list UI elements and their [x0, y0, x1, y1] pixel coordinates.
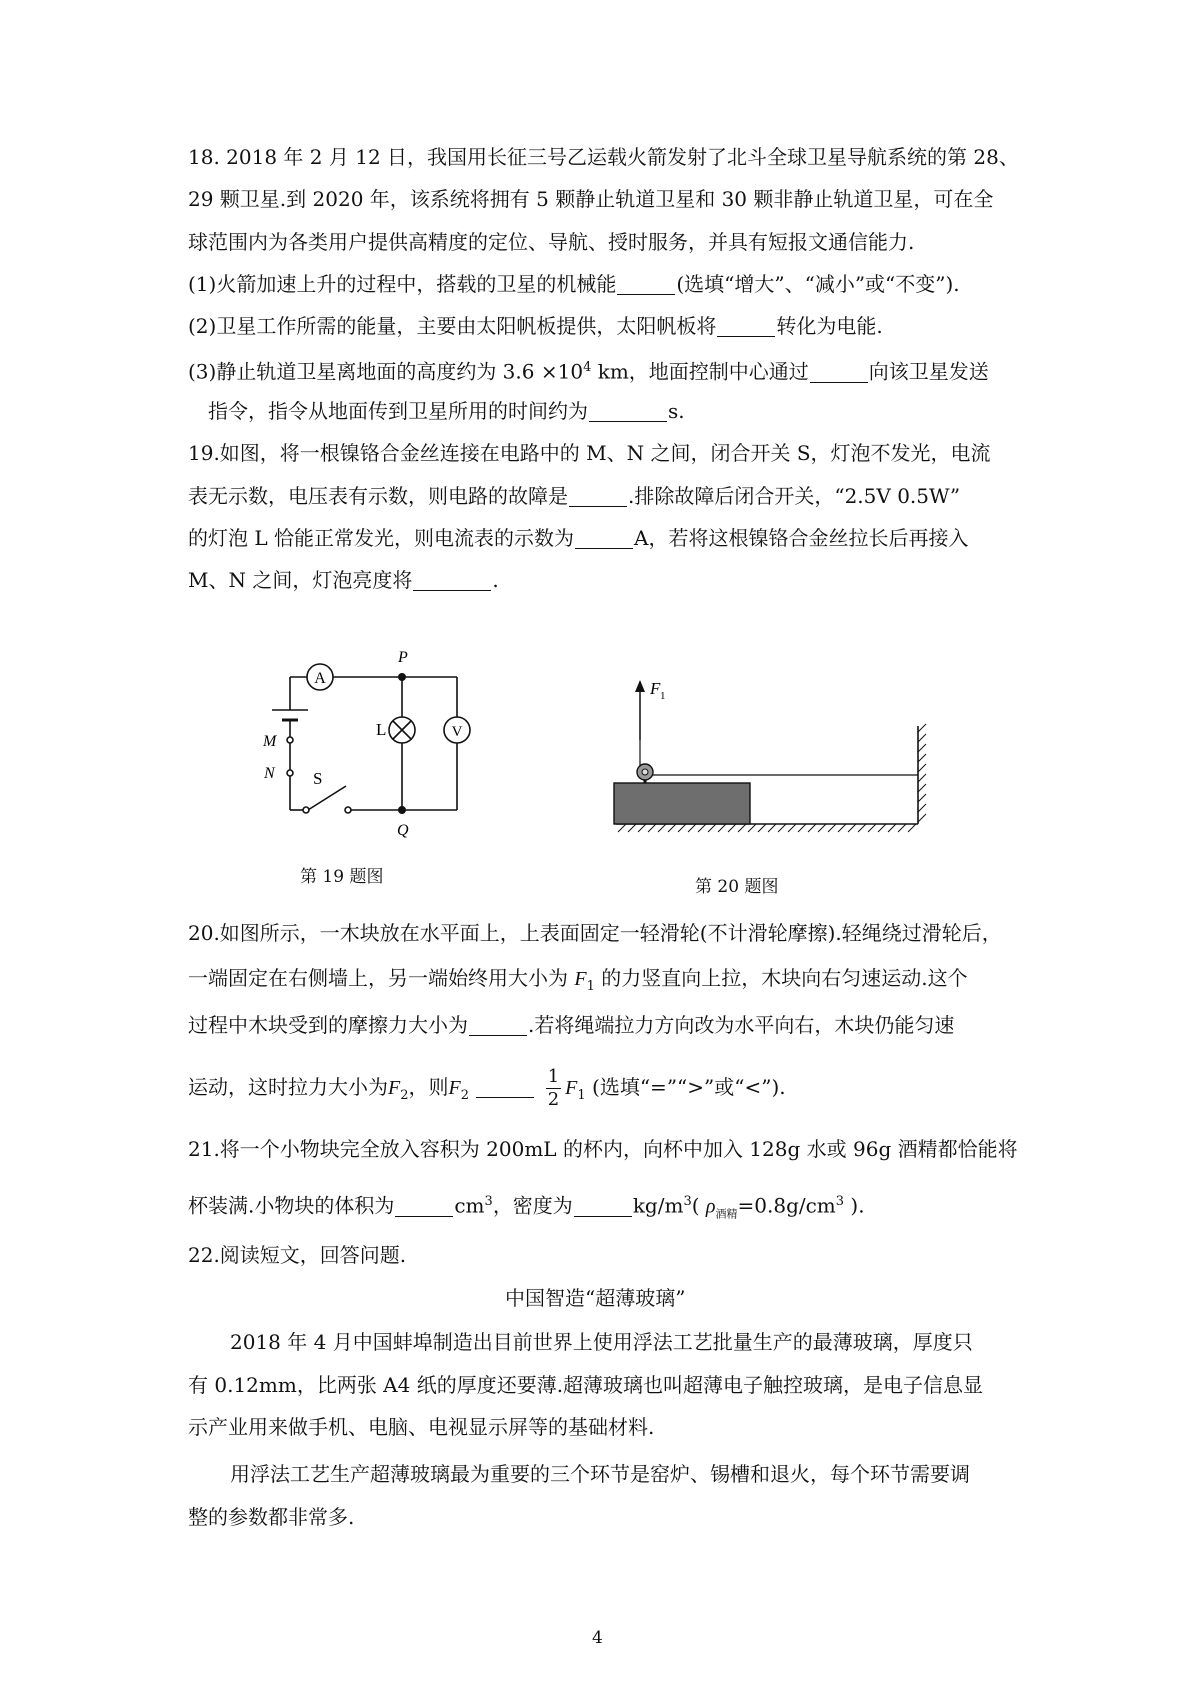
q20-line-4-mid: ，则	[408, 1075, 449, 1099]
answer-blank[interactable]	[574, 1194, 632, 1217]
q19-line-3-tail: A，若将这根镍铬合金丝拉长后再接入	[634, 526, 969, 550]
q18-line-1: 18. 2018 年 2 月 12 日，我国用长征三号乙运载火箭发射了北斗全球卫星导航系统的第 28、	[188, 145, 1019, 169]
unit-kg-m: kg/m	[632, 1193, 684, 1218]
rho-subscript: 酒精	[715, 1207, 738, 1221]
q21-line-2-mid: ，密度为	[492, 1193, 573, 1218]
q18-line-3: 球范围内为各类用户提供高精度的定位、导航、授时服务，并具有短报文通信能力.	[188, 230, 915, 254]
exponent: 3	[835, 1194, 845, 1209]
label-p: P	[398, 649, 408, 666]
symbol-sub: 1	[577, 1088, 586, 1103]
q21-line-2	[188, 1187, 865, 1230]
q20-line-2	[188, 963, 968, 1002]
voltmeter-label: V	[451, 724, 463, 740]
label-s: S	[313, 769, 323, 788]
article-title: 中国智造“超薄玻璃”	[505, 1286, 686, 1310]
q20-line-2-tail: 的力竖直向上拉，木块向右匀速运动.这个	[601, 966, 968, 990]
q21-line-2-text: 杯装满.小物块的体积为	[188, 1193, 395, 1218]
q22-para-1-line-1: 2018 年 4 月中国蚌埠制造出目前世界上使用浮法工艺批量生产的最薄玻璃，厚度只	[230, 1330, 973, 1354]
q22-para-2-line-1: 用浮法工艺生产超薄玻璃最为重要的三个环节是窑炉、锡槽和退火，每个环节需要调	[230, 1462, 970, 1486]
node-p	[398, 673, 406, 681]
exponent: 3	[484, 1194, 493, 1209]
answer-blank[interactable]	[575, 526, 633, 549]
q19-line-2-tail: .排除故障后闭合开关，“2.5V 0.5W”	[628, 484, 961, 508]
q18-part-1-text: (1)火箭加速上升的过程中，搭载的卫星的机械能	[188, 272, 617, 296]
q22-para-1-line-3: 示产业用来做手机、电脑、电视显示屏等的基础材料.	[188, 1415, 655, 1439]
q20-line-3-tail: .若将绳端拉力方向改为水平向右，木块仍能匀速	[528, 1013, 955, 1037]
fraction-half	[546, 1066, 561, 1111]
label-n: N	[264, 765, 275, 782]
symbol-f: F	[448, 1077, 461, 1099]
q19-line-1: 19.如图，将一根镍铬合金丝连接在电路中的 M、N 之间，闭合开关 S，灯泡不发光，电流	[188, 441, 991, 465]
q18-part-2-tail: 转化为电能.	[776, 314, 883, 338]
q18-part-3-tail: 向该卫星发送	[868, 359, 989, 384]
q20-line-4-text: 运动，这时拉力大小为	[188, 1075, 388, 1099]
answer-blank[interactable]	[395, 1194, 453, 1217]
ammeter-label: A	[314, 670, 326, 687]
paren-close: ).	[844, 1193, 865, 1218]
lamp-label: L	[376, 720, 387, 739]
force-subscript: 1	[660, 690, 666, 702]
q20-line-4	[188, 1062, 786, 1121]
q22-para-2-line-2: 整的参数都非常多.	[188, 1505, 355, 1529]
force-arrow	[630, 680, 690, 740]
q20-line-2-text: 一端固定在右侧墙上，另一端始终用大小为	[188, 966, 568, 990]
q20-line-3	[188, 1010, 954, 1040]
q19-line-4-tail: .	[492, 568, 499, 592]
fraction-numerator: 1	[547, 1066, 560, 1087]
symbol-sub: 2	[400, 1088, 409, 1103]
label-m: M	[263, 733, 277, 750]
density-value: =0.8g/cm	[737, 1193, 836, 1218]
page-number: 4	[592, 1628, 603, 1648]
answer-blank[interactable]	[476, 1075, 534, 1098]
symbol-sub: 1	[586, 979, 595, 994]
arrow-head-icon	[635, 680, 645, 692]
q18-part-3-text: (3)静止轨道卫星离地面的高度约为 3.6 ×10	[188, 359, 584, 384]
symbol-rho: ρ	[705, 1195, 716, 1218]
q18-part-3-cont-text: 指令，指令从地面传到卫星所用的时间约为	[208, 399, 588, 423]
answer-blank[interactable]	[413, 568, 491, 591]
q18-part-2	[188, 311, 883, 341]
force-label: F	[650, 679, 661, 698]
q19-line-2-text: 表无示数，电压表有示数，则电路的故障是	[188, 484, 568, 508]
q18-line-2: 29 颗卫星.到 2020 年，该系统将拥有 5 颗静止轨道卫星和 30 颗非静止轨道卫星，可在全	[188, 187, 994, 211]
wooden-block	[614, 783, 750, 824]
circuit-diagram	[263, 632, 470, 852]
q20-line-3-text: 过程中木块受到的摩擦力大小为	[188, 1013, 468, 1037]
q19-line-3	[188, 523, 968, 553]
q20-line-4-tail: (选填“=”“>”或“<”).	[592, 1075, 786, 1099]
answer-blank[interactable]	[589, 399, 667, 422]
q18-part-3-cont	[208, 396, 685, 426]
symbol-sub: 2	[460, 1088, 469, 1103]
q19-line-2	[188, 481, 960, 511]
q22-line-1: 22.阅读短文，回答问题.	[188, 1243, 407, 1267]
q18-exponent: 4	[583, 360, 592, 375]
q19-line-4-text: M、N 之间，灯泡亮度将	[188, 568, 413, 592]
symbol-f: F	[574, 968, 587, 990]
fraction-denominator: 2	[547, 1089, 560, 1110]
q22-para-1-line-2: 有 0.12mm，比两张 A4 纸的厚度还要薄.超薄玻璃也叫超薄电子触控玻璃，是电子信息显	[188, 1373, 984, 1397]
answer-blank[interactable]	[469, 1013, 527, 1036]
figure-20-caption: 第 20 题图	[695, 877, 779, 897]
q19-line-3-text: 的灯泡 L 恰能正常发光，则电流表的示数为	[188, 526, 574, 550]
answer-blank[interactable]	[617, 272, 675, 295]
paren-open: (	[691, 1193, 706, 1218]
label-q: Q	[397, 822, 409, 839]
figure-19-caption: 第 19 题图	[300, 867, 384, 887]
q18-part-2-text: (2)卫星工作所需的能量，主要由太阳帆板提供，太阳帆板将	[188, 314, 717, 338]
q18-part-1	[188, 269, 960, 299]
q18-part-1-tail: (选填“增大”、“减小”或“不变”).	[676, 272, 960, 296]
answer-blank[interactable]	[810, 360, 868, 383]
exponent: 3	[683, 1194, 692, 1209]
answer-blank[interactable]	[569, 484, 627, 507]
q20-line-1: 20.如图所示，一木块放在水平面上，上表面固定一轻滑轮(不计滑轮摩擦).轻绳绕过滑轮后，	[188, 921, 1002, 945]
symbol-f: F	[565, 1077, 578, 1099]
q18-part-3-cont-tail: s.	[668, 399, 685, 423]
q21-line-1: 21.将一个小物块完全放入容积为 200mL 的杯内，向杯中加入 128g 水或 96g 酒精都恰能将	[188, 1137, 1018, 1161]
node-q	[398, 806, 406, 814]
q19-line-4	[188, 565, 499, 595]
answer-blank[interactable]	[717, 314, 775, 337]
unit-cm: cm	[454, 1193, 485, 1218]
pulley-diagram	[610, 720, 940, 860]
symbol-f: F	[388, 1077, 401, 1099]
q18-part-3-mid: km，地面控制中心通过	[591, 359, 809, 384]
q18-part-3	[188, 353, 989, 387]
